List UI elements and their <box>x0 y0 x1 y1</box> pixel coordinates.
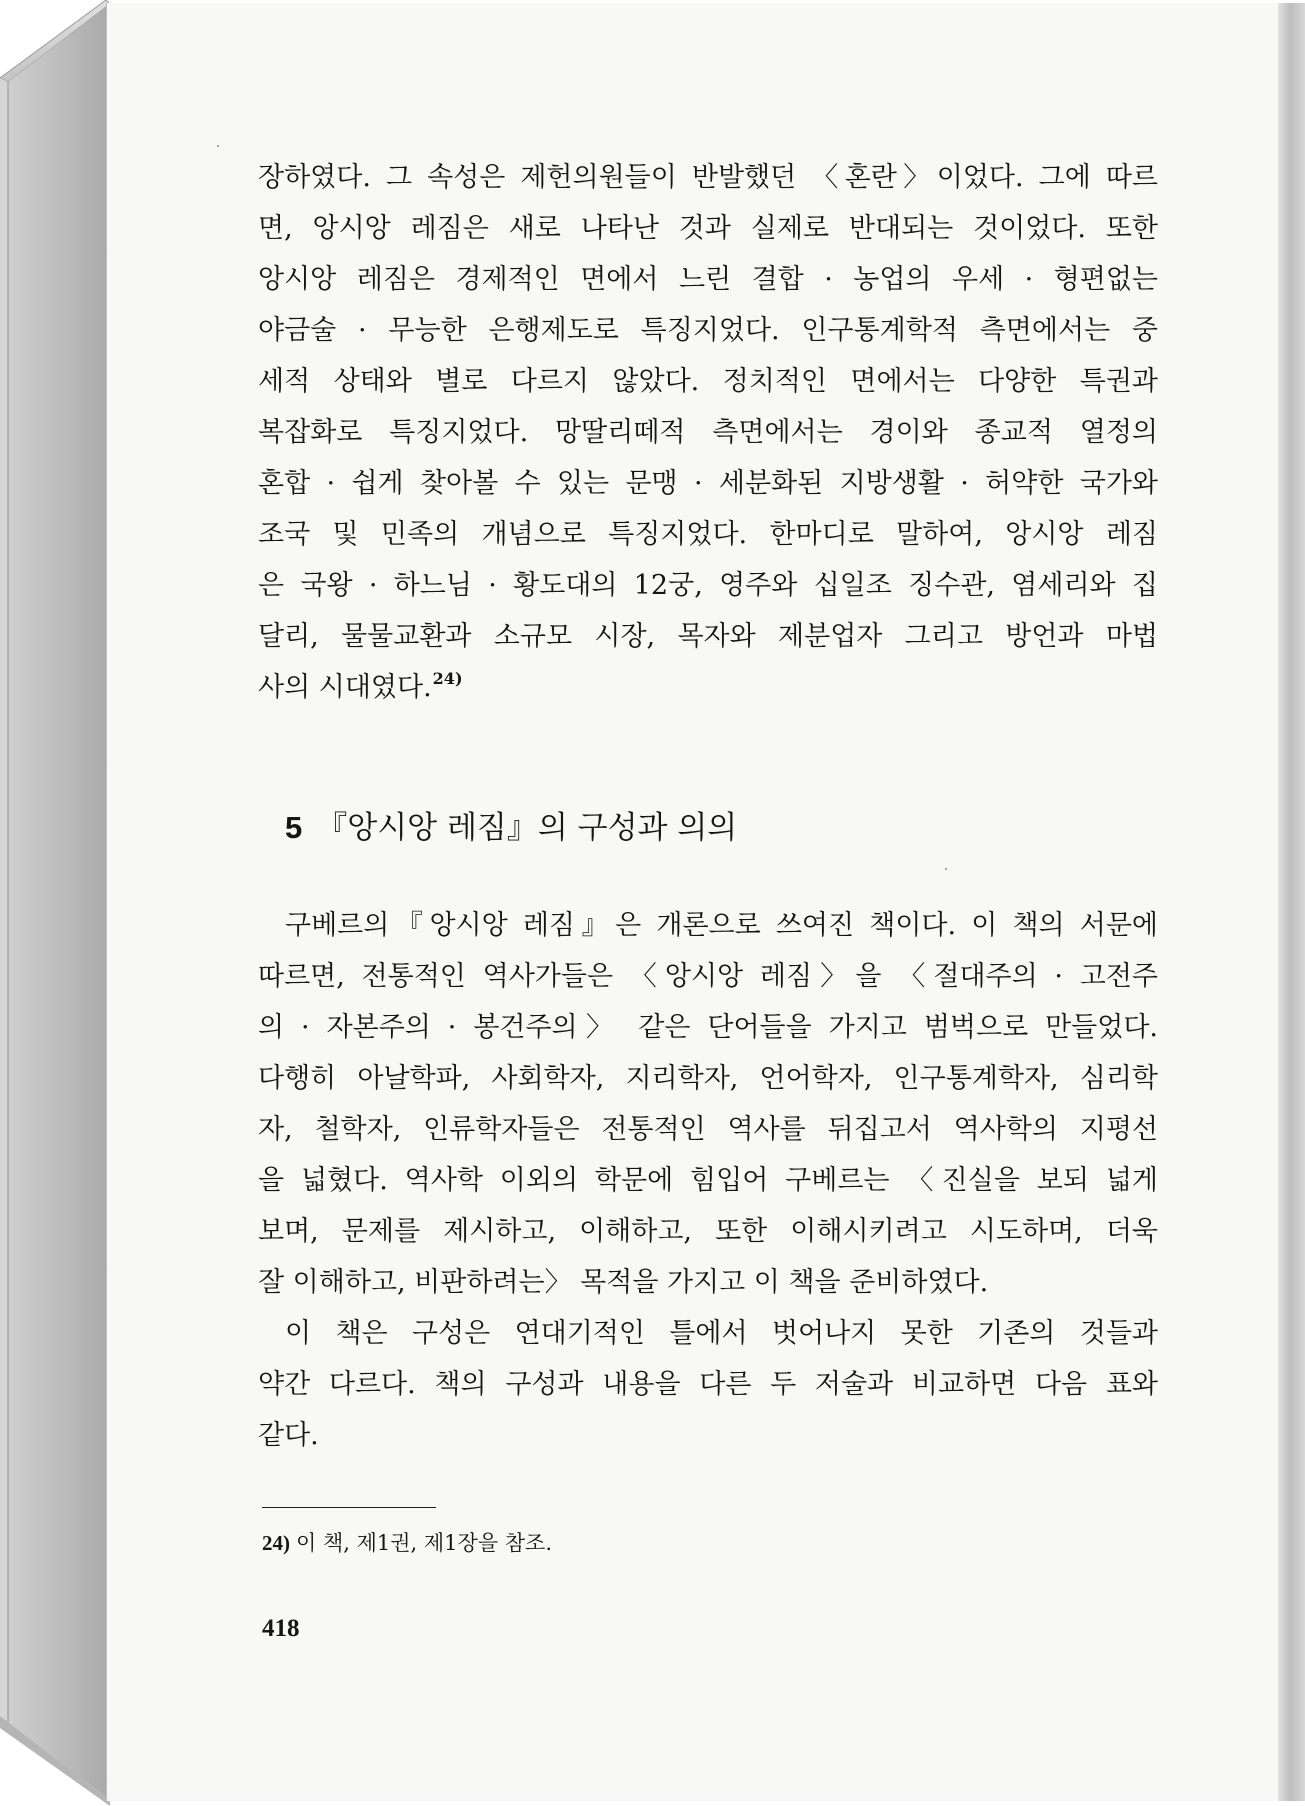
text-line: 보며, 문제를 제시하고, 이해하고, 또한 이해시키려고 시도하며, 더욱 <box>258 1216 1158 1247</box>
paragraph-2 <box>258 900 1158 1308</box>
text-line: 따르면, 전통적인 역사가들은 〈앙시앙 레짐〉을 〈절대주의 · 고전주 <box>258 961 1158 992</box>
text-line: 면, 앙시앙 레짐은 새로 나타난 것과 실제로 반대되는 것이었다. 또한 <box>258 213 1158 244</box>
paragraph-1 <box>258 152 1158 713</box>
text-line: 약간 다르다. 책의 구성과 내용을 다른 두 저술과 비교하면 다음 표와 <box>258 1369 1158 1400</box>
section-title: 『앙시앙 레짐』의 구성과 의의 <box>316 810 738 846</box>
text-line: 앙시앙 레짐은 경제적인 면에서 느린 결합 · 농업의 우세 · 형편없는 <box>258 264 1158 295</box>
text-line: 다행히 아날학파, 사회학자, 지리학자, 언어학자, 인구통계학자, 심리학 <box>258 1063 1158 1094</box>
text-line-last <box>258 662 1158 713</box>
text-line: 은 국왕 · 하느님 · 황도대의 12궁, 영주와 십일조 징수관, 염세리와 집 <box>258 570 1158 601</box>
text-line: 야금술 · 무능한 은행제도로 특징지었다. 인구통계학적 측면에서는 중 <box>258 315 1158 346</box>
text-line-content: 사의 시대였다. <box>258 672 432 703</box>
text-line: 잘 이해하고, 비판하려는〉 목적을 가지고 이 책을 준비하였다. <box>258 1267 989 1298</box>
footnote-number: 24) <box>262 1531 290 1555</box>
footnote-divider <box>262 1507 436 1508</box>
text-line: 같다. <box>258 1420 319 1451</box>
footnote <box>262 1527 552 1557</box>
text-line: 구베르의『앙시앙 레짐』은 개론으로 쓰여진 책이다. 이 책의 서문에 <box>285 910 1158 941</box>
text-line: 이 책은 구성은 연대기적인 틀에서 벗어나지 못한 기존의 것들과 <box>285 1318 1158 1349</box>
text-line: 세적 상태와 별로 다르지 않았다. 정치적인 면에서는 다양한 특권과 <box>258 366 1158 397</box>
text-line: 장하였다. 그 속성은 제헌의원들이 반발했던 〈혼란〉이었다. 그에 따르 <box>258 162 1158 193</box>
book-block-edge <box>0 0 110 1806</box>
text-line: 복잡화로 특징지었다. 망딸리떼적 측면에서는 경이와 종교적 열정의 <box>258 417 1158 448</box>
text-line: 을 넓혔다. 역사학 이외의 학문에 힘입어 구베르는 〈진실을 보되 넓게 <box>258 1165 1158 1196</box>
page-number: 418 <box>262 1615 300 1642</box>
footnote-reference: 24) <box>432 669 463 688</box>
footnote-text: 이 책, 제1권, 제1장을 참조. <box>296 1531 553 1555</box>
page-edge-shadow <box>1278 3 1305 1801</box>
text-line: 달리, 물물교환과 소규모 시장, 목자와 제분업자 그리고 방언과 마법 <box>258 621 1158 652</box>
text-line: 자, 철학자, 인류학자들은 전통적인 역사를 뒤집고서 역사학의 지평선 <box>258 1114 1158 1145</box>
paragraph-3 <box>258 1308 1158 1461</box>
text-line: 혼합 · 쉽게 찾아볼 수 있는 문맹 · 세분화된 지방생활 · 허약한 국가와 <box>258 468 1158 499</box>
scan-speck <box>945 868 947 870</box>
scan-speck <box>217 145 219 147</box>
text-line: 의 · 자본주의 · 봉건주의〉 같은 단어들을 가지고 범벅으로 만들었다. <box>258 1012 1158 1043</box>
text-line: 조국 및 민족의 개념으로 특징지었다. 한마디로 말하여, 앙시앙 레짐 <box>258 519 1158 550</box>
section-number: 5 <box>285 810 303 845</box>
section-heading <box>285 802 737 847</box>
